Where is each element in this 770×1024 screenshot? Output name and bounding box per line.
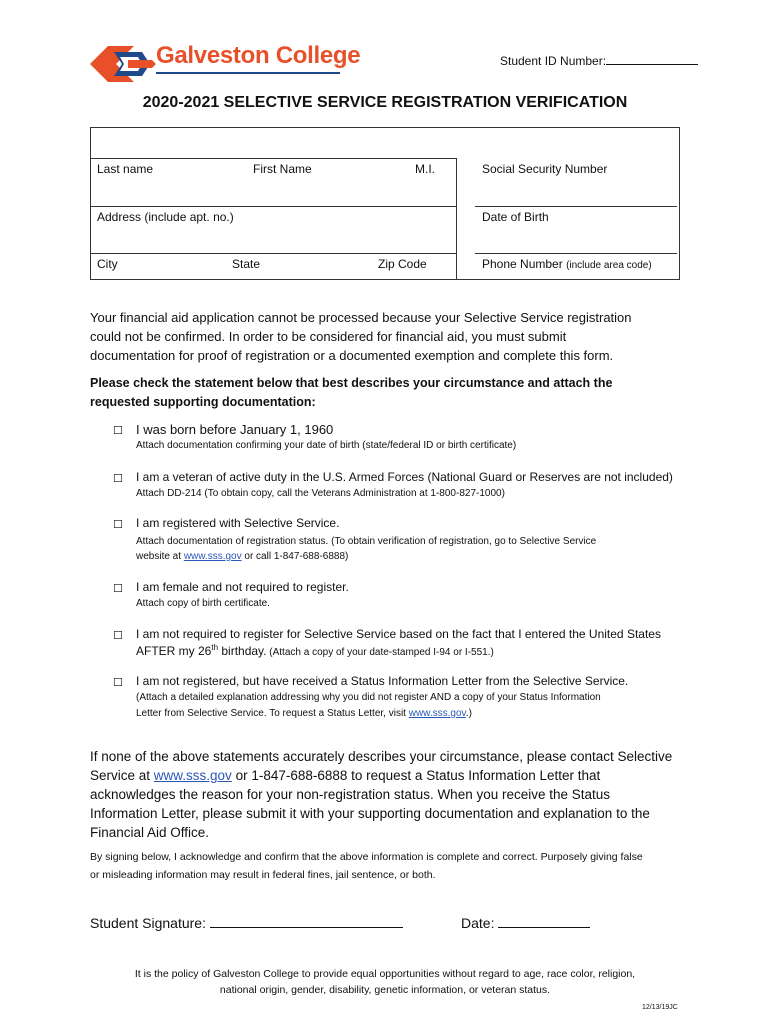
zip-label: Zip Code bbox=[378, 257, 427, 271]
address-entry-line[interactable] bbox=[90, 206, 456, 207]
student-id-line[interactable] bbox=[606, 53, 698, 65]
option-3-label: I am registered with Selective Service. bbox=[136, 516, 340, 530]
option-1-note: Attach documentation confirming your date of birth (state/federal ID or birth certificate) bbox=[136, 440, 517, 451]
none-above-line: If none of the above statements accurately describes your circumstance, please contact Selective bbox=[90, 749, 673, 764]
date-field[interactable] bbox=[461, 914, 590, 931]
ssn-entry-line[interactable] bbox=[475, 206, 677, 207]
option-3-note-2 bbox=[136, 549, 348, 565]
first-name-label: First Name bbox=[253, 162, 312, 176]
sss-gov-link[interactable]: www.sss.gov bbox=[408, 708, 466, 719]
option-6-label: I am not registered, but have received a Status Information Letter from the Selective Service. bbox=[136, 674, 629, 688]
ack-line: or misleading information may result in federal fines, jail sentence, or both. bbox=[90, 869, 436, 881]
phone-label-note: (include area code) bbox=[566, 260, 652, 271]
date-line[interactable] bbox=[498, 914, 590, 928]
option-6-note-2 bbox=[136, 706, 472, 722]
document-code: 12/13/19JC bbox=[642, 1004, 678, 1011]
state-label: State bbox=[232, 257, 261, 271]
ack-line: By signing below, I acknowledge and confirm that the above information is complete and correct. Purposely giving false bbox=[90, 851, 643, 863]
none-above-text: Service at bbox=[90, 768, 154, 783]
sss-gov-link[interactable]: www.sss.gov bbox=[153, 768, 232, 783]
name-entry-line[interactable] bbox=[90, 158, 456, 159]
intro-line: documentation for proof of registration or a documented exemption and complete this form. bbox=[90, 348, 614, 363]
last-name-label: Last name bbox=[97, 162, 154, 176]
instruction-line: requested supporting documentation: bbox=[90, 395, 316, 409]
option-5-checkbox[interactable]: ☐ bbox=[113, 630, 123, 642]
student-id-label: Student ID Number: bbox=[500, 54, 607, 68]
dob-label: Date of Birth bbox=[482, 210, 549, 224]
option-2-label: I am a veteran of active duty in the U.S. Armed Forces (National Guard or Reserves are not included) bbox=[136, 470, 673, 484]
note-text: .) bbox=[465, 708, 472, 719]
option-2-note: Attach DD-214 (To obtain copy, call the Veterans Administration at 1-800-827-1000) bbox=[136, 488, 505, 499]
phone-label bbox=[482, 257, 652, 271]
option-5-note: (Attach a copy of your date-stamped I-94 or I-551.) bbox=[266, 647, 494, 658]
option-5-label: I am not required to register for Selective Service based on the fact that I entered the United States bbox=[136, 627, 661, 641]
acknowledgement bbox=[90, 848, 690, 884]
instruction-line: Please check the statement below that best describes your circumstance and attach the bbox=[90, 376, 613, 390]
intro-line: Your financial aid application cannot be processed because your Selective Service registration bbox=[90, 310, 632, 325]
policy-line: It is the policy of Galveston College to provide equal opportunities without regard to age, race color, religion, bbox=[134, 968, 636, 980]
college-logo-text: Galveston College bbox=[156, 42, 361, 69]
option-1-label: I was born before January 1, 1960 bbox=[136, 422, 334, 437]
box-divider bbox=[456, 158, 457, 280]
option-6-checkbox[interactable]: ☐ bbox=[113, 677, 123, 689]
option-4-label: I am female and not required to register. bbox=[136, 580, 349, 594]
college-logo-mark bbox=[90, 43, 156, 85]
signature-line[interactable] bbox=[210, 914, 403, 928]
student-signature-field[interactable] bbox=[90, 914, 403, 931]
page-title: 2020-2021 SELECTIVE SERVICE REGISTRATION VERIFICATION bbox=[142, 94, 628, 111]
none-above-line: Financial Aid Office. bbox=[90, 825, 210, 840]
intro-line: could not be confirmed. In order to be considered for financial aid, you must submit bbox=[90, 329, 567, 344]
option-4-note: Attach copy of birth certificate. bbox=[136, 598, 270, 609]
option-2-checkbox[interactable]: ☐ bbox=[113, 473, 123, 485]
intro-paragraph bbox=[90, 308, 690, 365]
option-5-label-2 bbox=[136, 643, 494, 658]
option-1-checkbox[interactable]: ☐ bbox=[113, 425, 123, 437]
sss-gov-link[interactable]: www.sss.gov bbox=[183, 551, 242, 562]
city-entry-line[interactable] bbox=[90, 253, 456, 254]
phone-label-text: Phone Number bbox=[482, 257, 563, 271]
note-text: Letter from Selective Service. To request a Status Letter, visit bbox=[136, 708, 409, 719]
option-3-note: Attach documentation of registration status. (To obtain verification of registration, go to Selective Service bbox=[136, 536, 597, 547]
option-6-note: (Attach a detailed explanation addressing why you did not register AND a copy of your Status Information bbox=[136, 692, 601, 703]
instruction-heading bbox=[90, 374, 690, 412]
mi-label: M.I. bbox=[415, 162, 435, 176]
student-id-field[interactable] bbox=[500, 53, 698, 68]
ssn-label: Social Security Number bbox=[482, 162, 608, 176]
option-text: birthday. bbox=[218, 644, 267, 658]
option-text: AFTER my 26 bbox=[136, 644, 212, 658]
date-label: Date: bbox=[461, 915, 495, 931]
equal-opportunity-policy bbox=[90, 966, 680, 998]
none-above-paragraph bbox=[90, 747, 690, 842]
option-4-checkbox[interactable]: ☐ bbox=[113, 583, 123, 595]
none-above-line bbox=[90, 766, 690, 785]
none-above-text: or 1-847-688-6888 to request a Status Information Letter that bbox=[231, 768, 601, 783]
dob-entry-line[interactable] bbox=[475, 253, 677, 254]
note-text: or call 1-847-688-6888) bbox=[241, 551, 349, 562]
note-text: website at bbox=[136, 551, 184, 562]
student-signature-label: Student Signature: bbox=[90, 915, 206, 931]
none-above-line: acknowledges the reason for your non-registration status. When you receive the Status bbox=[90, 787, 611, 802]
logo-underline bbox=[156, 72, 340, 74]
address-label: Address (include apt. no.) bbox=[97, 210, 234, 224]
policy-line: national origin, gender, disability, genetic information, or veteran status. bbox=[219, 984, 551, 996]
city-label: City bbox=[97, 257, 118, 271]
ordinal-suffix: th bbox=[211, 643, 219, 652]
none-above-line: Information Letter, please submit it with your supporting documentation and explanation to the bbox=[90, 806, 650, 821]
option-3-checkbox[interactable]: ☐ bbox=[113, 519, 123, 531]
